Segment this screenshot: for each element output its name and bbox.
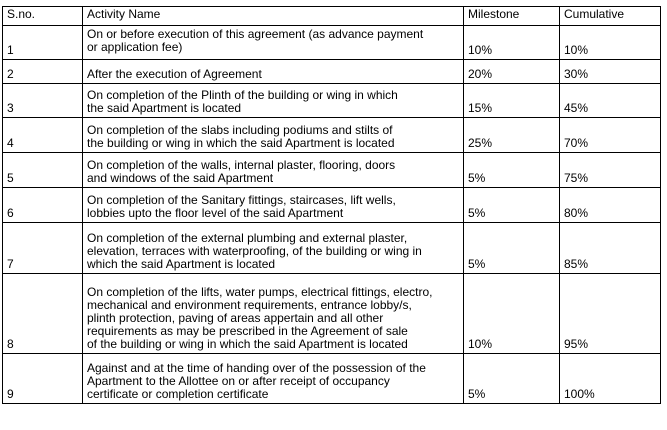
row-cumulative: 70% [560, 118, 661, 153]
row-milestone: 5% [464, 354, 560, 404]
row-sno: 8 [3, 274, 83, 354]
row-milestone: 10% [464, 26, 560, 60]
payment-schedule [2, 6, 661, 404]
table-row [3, 84, 661, 118]
table-row [3, 223, 661, 274]
row-sno: 7 [3, 223, 83, 274]
table-row [3, 118, 661, 153]
header-sno: S.no. [3, 7, 83, 26]
row-cumulative: 10% [560, 26, 661, 60]
row-cumulative: 75% [560, 153, 661, 188]
row-activity: Against and at the time of handing over of the possession of the Apartment to the Allottee on or after receipt of occupancy certificate or completion certificate [83, 354, 464, 404]
table-row [3, 26, 661, 60]
row-cumulative: 100% [560, 354, 661, 404]
row-activity: On or before execution of this agreement (as advance payment or application fee) [83, 26, 464, 60]
row-activity: On completion of the walls, internal plaster, flooring, doors and windows of the said Apartment [83, 153, 464, 188]
row-milestone: 5% [464, 153, 560, 188]
row-cumulative: 80% [560, 188, 661, 223]
payment-schedule-table [2, 6, 661, 404]
row-sno: 1 [3, 26, 83, 60]
header-milestone: Milestone [464, 7, 560, 26]
row-cumulative: 95% [560, 274, 661, 354]
table-row [3, 354, 661, 404]
row-milestone: 20% [464, 60, 560, 84]
row-activity: On completion of the Sanitary fittings, staircases, lift wells, lobbies upto the floor level of the said Apartment [83, 188, 464, 223]
row-cumulative: 30% [560, 60, 661, 84]
row-milestone: 25% [464, 118, 560, 153]
row-milestone: 10% [464, 274, 560, 354]
row-sno: 5 [3, 153, 83, 188]
row-activity: On completion of the slabs including podiums and stilts of the building or wing in which the said Apartment is located [83, 118, 464, 153]
header-cumulative: Cumulative [560, 7, 661, 26]
row-sno: 9 [3, 354, 83, 404]
table-row [3, 153, 661, 188]
table-row [3, 60, 661, 84]
row-milestone: 5% [464, 188, 560, 223]
row-activity: On completion of the lifts, water pumps, electrical fittings, electro, mechanical and environment requirements, entrance lobby/s, plinth protection, paving of areas appertain and all other requirements as may be prescribed in the Agreement of sale of the building or wing in which the said Apartment is located [83, 274, 464, 354]
row-milestone: 5% [464, 223, 560, 274]
row-activity: On completion of the Plinth of the building or wing in which the said Apartment is located [83, 84, 464, 118]
row-sno: 6 [3, 188, 83, 223]
row-milestone: 15% [464, 84, 560, 118]
table-header-row [3, 7, 661, 26]
row-sno: 2 [3, 60, 83, 84]
row-sno: 3 [3, 84, 83, 118]
table-row [3, 188, 661, 223]
row-sno: 4 [3, 118, 83, 153]
row-activity: On completion of the external plumbing and external plaster, elevation, terraces with waterproofing, of the building or wing in which the said Apartment is located [83, 223, 464, 274]
row-cumulative: 85% [560, 223, 661, 274]
header-activity-name: Activity Name [83, 7, 464, 26]
row-cumulative: 45% [560, 84, 661, 118]
row-activity: After the execution of Agreement [83, 60, 464, 84]
table-row [3, 274, 661, 354]
